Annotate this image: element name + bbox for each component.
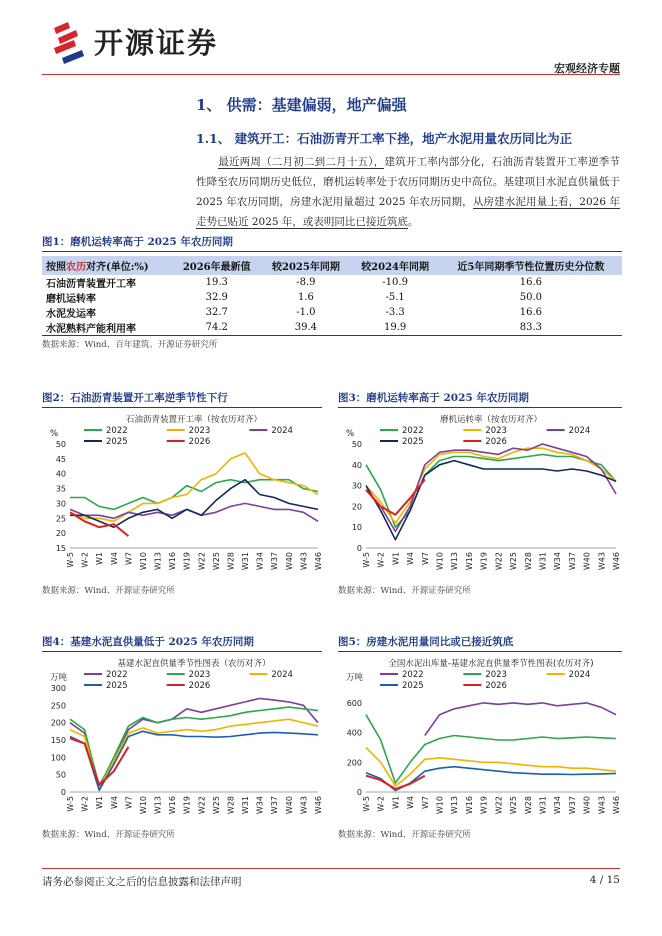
fig5-rule: [338, 651, 622, 652]
table-cell: 19.3: [205, 277, 228, 288]
fig1-rule: [42, 251, 622, 252]
y-tick-label: 40: [55, 469, 66, 479]
fig5-chart: [338, 654, 622, 824]
x-tick-label: W4: [109, 552, 119, 565]
table-cell: 水泥熟料产能利用率: [42, 320, 172, 336]
y-tick-label: 600: [346, 698, 362, 708]
table-cell: 74.2: [172, 320, 261, 336]
legend-label: 2022: [402, 426, 424, 436]
series-line-2024: [366, 747, 616, 786]
legend-label: 2024: [271, 670, 293, 680]
x-tick-label: W43: [597, 796, 607, 815]
x-tick-label: W28: [523, 552, 533, 571]
x-tick-label: W31: [538, 552, 548, 571]
x-tick-label: W40: [582, 552, 592, 571]
x-tick-label: W25: [509, 796, 519, 815]
fig1-table: [42, 256, 622, 336]
legend-label: 2023: [485, 426, 507, 436]
y-tick-label: 20: [351, 502, 362, 512]
y-tick-label: 50: [55, 440, 66, 449]
y-axis-label: 万吨: [50, 673, 68, 683]
x-tick-label: W22: [197, 552, 207, 571]
x-tick-label: W37: [270, 796, 280, 815]
x-tick-label: W-2: [376, 552, 386, 568]
x-tick-label: W13: [450, 796, 460, 815]
y-tick-label: 40: [351, 460, 362, 470]
y-tick-label: 30: [55, 499, 66, 509]
fig2-rule: [42, 407, 322, 408]
para-end: 。: [407, 216, 419, 228]
legend-label: 2025: [402, 681, 424, 691]
fig3-source: 数据来源：Wind、开源证券研究所: [338, 586, 471, 596]
table-cell: 39.4: [261, 320, 350, 336]
x-tick-label: W-2: [80, 552, 90, 568]
x-tick-label: W4: [406, 552, 416, 565]
x-tick-label: W40: [284, 796, 294, 815]
legend-label: 2026: [485, 681, 507, 691]
y-tick-label: 300: [50, 684, 66, 693]
legend-label: 2024: [568, 670, 591, 680]
x-tick-label: W13: [450, 552, 460, 571]
table-row: [42, 275, 622, 290]
x-tick-label: W1: [95, 796, 105, 809]
x-tick-label: W-2: [376, 796, 386, 812]
section-heading: 1、 供需：基建偏弱，地产偏强: [196, 96, 407, 114]
legend-label: 2026: [188, 681, 211, 691]
fig2-source: 数据来源：Wind、开源证券研究所: [42, 586, 175, 596]
legend-label: 2022: [106, 426, 128, 436]
x-tick-label: W34: [553, 552, 563, 571]
x-tick-label: W28: [226, 552, 236, 571]
legend-label: 2025: [106, 437, 128, 447]
fig3-title: 图3：磨机运转率高于 2025 年农历同期: [338, 392, 529, 404]
legend-label: 2026: [485, 437, 507, 447]
fig2-title: 图2：石油沥青装置开工率逆季节性下行: [42, 392, 228, 404]
chart-title: 全国水泥出库量-基建水泥直供量季节性图表(农历对齐): [388, 659, 594, 669]
fig2-chart: [42, 410, 324, 580]
series-line-2022: [70, 480, 318, 510]
x-tick-label: W-5: [362, 552, 371, 568]
x-tick-label: W34: [255, 796, 265, 815]
table-cell: -10.9: [382, 277, 408, 288]
y-tick-label: 250: [50, 701, 66, 711]
table-cell: 32.7: [205, 307, 228, 318]
fig1-title: 图1：磨机运转率高于 2025 年农历同期: [42, 236, 233, 248]
x-tick-label: W31: [241, 552, 251, 571]
footer-divider: [42, 868, 620, 869]
table-cell: 50.0: [519, 292, 542, 303]
legend-label: 2023: [485, 670, 507, 680]
x-tick-label: W7: [124, 552, 134, 565]
series-line-2025: [70, 731, 318, 790]
legend-label: 2023: [188, 426, 211, 436]
y-tick-label: 100: [50, 753, 66, 763]
x-tick-label: W22: [494, 552, 504, 571]
x-tick-label: W7: [420, 796, 430, 809]
legend-label: 2023: [188, 670, 211, 680]
x-tick-label: W25: [509, 552, 519, 571]
table-cell: 磨机运转率: [46, 294, 96, 305]
legend-label: 2022: [106, 670, 128, 680]
series-line-2022: [425, 703, 616, 736]
series-line-2023: [366, 715, 616, 783]
x-tick-label: W-2: [80, 796, 90, 812]
table-header-cell: 近5年同期季节性位置历史分位数: [440, 256, 622, 275]
x-tick-label: W-5: [66, 552, 75, 568]
company-logo: [52, 20, 92, 64]
y-tick-label: 0: [356, 788, 362, 797]
fig4-title: 图4：基建水泥直供量低于 2025 年农历同期: [42, 636, 254, 648]
fig4-rule: [42, 651, 322, 652]
y-tick-label: 0: [60, 788, 66, 797]
y-tick-label: 50: [351, 440, 362, 449]
y-tick-label: 45: [55, 454, 66, 464]
y-axis-label: %: [346, 429, 355, 439]
x-tick-label: W46: [612, 796, 621, 815]
page-number: 4 / 15: [589, 874, 620, 886]
x-tick-label: W46: [314, 552, 323, 571]
x-tick-label: W7: [420, 552, 430, 565]
x-tick-label: W19: [479, 552, 489, 571]
para-part2: 建筑开工率内部分化，石油沥青装置开工率逆季节性降至农历同期历史低位，磨机运转率处于农历同期历史中高位。基建项目水泥直供量低于 2025 年农历同期，房建水泥用量超过 2025 年农历同期，: [196, 156, 621, 208]
table-row: [42, 320, 622, 336]
x-tick-label: W10: [435, 796, 445, 815]
y-tick-label: 0: [356, 544, 362, 553]
series-line-2025: [366, 461, 616, 540]
table-cell: -5.1: [385, 292, 405, 303]
chart-title: 石油沥青装置开工率（按农历对齐）: [125, 415, 263, 425]
x-tick-label: W1: [391, 796, 401, 809]
x-tick-label: W28: [226, 796, 236, 815]
fig1-source: 数据来源：Wind、百年建筑、开源证券研究所: [42, 340, 218, 350]
x-tick-label: W37: [567, 796, 577, 815]
x-tick-label: W13: [153, 552, 163, 571]
x-tick-label: W16: [168, 552, 178, 571]
y-tick-label: 20: [55, 529, 66, 539]
para-part1: 最近两周（二月初二到二月十五），: [218, 156, 385, 168]
table-cell: 水泥发运率: [46, 309, 96, 320]
x-tick-label: W34: [255, 552, 265, 571]
x-tick-label: W37: [567, 552, 577, 571]
footer-disclaimer: 请务必参阅正文之后的信息披露和法律声明: [42, 876, 242, 888]
legend-label: 2022: [402, 670, 424, 680]
table-header-cell: 按照农历对齐(单位:%): [42, 256, 172, 275]
table-header-row: [42, 256, 622, 275]
table-cell: -8.9: [296, 277, 316, 288]
fig4-source: 数据来源：Wind、开源证券研究所: [42, 830, 175, 840]
legend-label: 2024: [568, 426, 591, 436]
table-header-cell: 较2024年同期: [351, 256, 440, 275]
legend-label: 2026: [188, 437, 211, 447]
x-tick-label: W4: [109, 796, 119, 809]
x-tick-label: W13: [153, 796, 163, 815]
table-cell: -3.3: [385, 307, 405, 318]
x-tick-label: W25: [211, 552, 221, 571]
x-tick-label: W4: [406, 796, 416, 809]
x-tick-label: W43: [299, 552, 309, 571]
fig4-chart: [42, 654, 324, 824]
table-cell: -1.0: [296, 307, 316, 318]
x-tick-label: W31: [241, 796, 251, 815]
table-cell: 19.9: [351, 320, 440, 336]
table-header-cell: 较2025年同期: [261, 256, 350, 275]
chart-title: 基建水泥直供量季节性图表（农历对齐）: [117, 659, 271, 669]
y-axis-label: 万吨: [346, 673, 364, 683]
table-cell: 1.6: [297, 292, 314, 303]
y-tick-label: 25: [55, 514, 66, 524]
y-tick-label: 50: [55, 770, 66, 780]
y-tick-label: 150: [50, 736, 66, 745]
x-tick-label: W19: [182, 796, 192, 815]
legend-label: 2025: [402, 437, 424, 447]
y-tick-label: 35: [55, 484, 66, 494]
y-tick-label: 15: [55, 544, 66, 553]
x-tick-label: W10: [138, 796, 148, 815]
table-row: [42, 290, 622, 305]
para-part3: 从房建水泥用量上看，2026 年走势已贴近 2025 年，或表明同比已接近筑底: [196, 196, 620, 228]
series-line-2023: [70, 453, 318, 521]
fig5-title: 图5：房建水泥用量同比或已接近筑底: [338, 636, 514, 648]
x-tick-label: W22: [197, 796, 207, 815]
x-tick-label: W1: [391, 552, 401, 565]
x-tick-label: W34: [553, 796, 563, 815]
header-divider: [42, 74, 620, 75]
x-tick-label: W16: [168, 796, 178, 815]
x-tick-label: W22: [494, 796, 504, 815]
y-tick-label: 400: [346, 728, 362, 738]
fig3-chart: [338, 410, 622, 580]
report-type: 宏观经济专题: [554, 62, 620, 75]
x-tick-label: W19: [479, 796, 489, 815]
legend-label: 2024: [271, 426, 293, 436]
table-header-cell: 2026年最新值: [172, 256, 261, 275]
x-tick-label: W16: [464, 796, 474, 815]
y-axis-label: %: [50, 429, 59, 439]
table-cell: 石油沥青装置开工率: [46, 279, 136, 290]
x-tick-label: W19: [182, 552, 192, 571]
x-tick-label: W40: [582, 796, 592, 815]
table-row: [42, 305, 622, 320]
x-tick-label: W46: [612, 552, 621, 571]
x-tick-label: W31: [538, 796, 548, 815]
y-tick-label: 200: [346, 758, 362, 768]
x-tick-label: W46: [314, 796, 323, 815]
x-tick-label: W7: [124, 796, 134, 809]
x-tick-label: W37: [270, 552, 280, 571]
chart-title: 磨机运转率（按农历对齐）: [439, 415, 543, 425]
table-cell: 16.6: [519, 277, 542, 288]
y-tick-label: 200: [50, 718, 66, 728]
x-tick-label: W43: [597, 552, 607, 571]
x-tick-label: W-5: [362, 796, 371, 812]
x-tick-label: W16: [464, 552, 474, 571]
subsection-heading: 1.1、 建筑开工：石油沥青开工率下挫，地产水泥用量农历同比为正: [196, 131, 573, 146]
x-tick-label: W-5: [66, 796, 75, 812]
x-tick-label: W1: [95, 552, 105, 565]
x-tick-label: W28: [523, 796, 533, 815]
fig5-source: 数据来源：Wind、开源证券研究所: [338, 830, 471, 840]
x-tick-label: W10: [435, 552, 445, 571]
fig3-rule: [338, 407, 622, 408]
x-tick-label: W10: [138, 552, 148, 571]
table-cell: 32.9: [205, 292, 228, 303]
table-cell: 16.6: [519, 307, 542, 318]
body-paragraph: [196, 152, 620, 232]
y-tick-label: 30: [351, 481, 362, 491]
x-tick-label: W25: [211, 796, 221, 815]
legend-label: 2025: [106, 681, 128, 691]
x-tick-label: W40: [284, 552, 294, 571]
y-tick-label: 10: [351, 523, 362, 533]
table-cell: 83.3: [440, 320, 622, 336]
x-tick-label: W43: [299, 796, 309, 815]
logo-text: 开源证券: [94, 26, 219, 60]
